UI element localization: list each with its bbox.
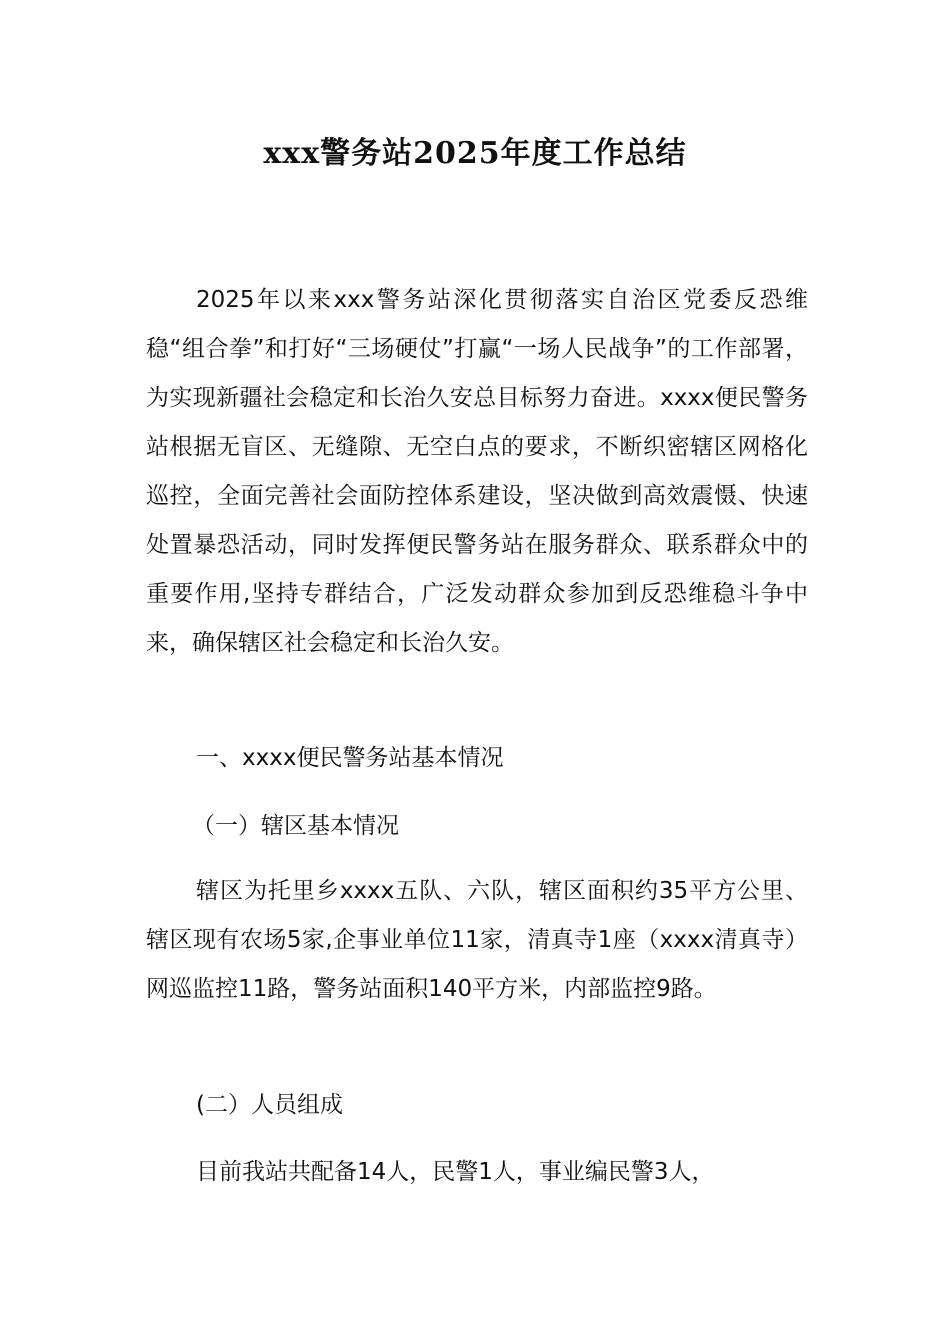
intro-paragraph: 2025年以来xxx警务站深化贯彻落实自治区党委反恐维稳“组合拳”和打好“三场硬仗”打赢“一场人民战争”的工作部署，为实现新疆社会稳定和长治久安总目标努力奋进。xxxx便民警务站根据无盲区、无缝隙、无空白点的要求，不断织密辖区网格化巡控，全面完善社会面防控体系建设，坚决做到高效震慑、快速处置暴恐活动，同时发挥便民警务站在服务群众、联系群众中的重要作用,坚持专群结合，广泛发动群众参加到反恐维稳斗争中来，确保辖区社会稳定和长治久安。 (146, 287, 808, 656)
subsection-heading-district: （一）辖区基本情况 (192, 813, 399, 839)
section-heading-basic-info: 一、xxxx便民警务站基本情况 (196, 745, 504, 771)
district-info-paragraph: 辖区为托里乡xxxx五队、六队，辖区面积约35平方公里、辖区现有农场5家,企事业单位11家，清真寺1座（xxxx清真寺）网巡监控11路，警务站面积140平方米，内部监控9路。 (146, 878, 808, 1002)
document-title: xxx警务站2025年度工作总结 (263, 136, 687, 171)
subsection-heading-staff: (二）人员组成 (196, 1092, 343, 1118)
staff-info-paragraph: 目前我站共配备14人，民警1人，事业编民警3人， (196, 1159, 715, 1185)
